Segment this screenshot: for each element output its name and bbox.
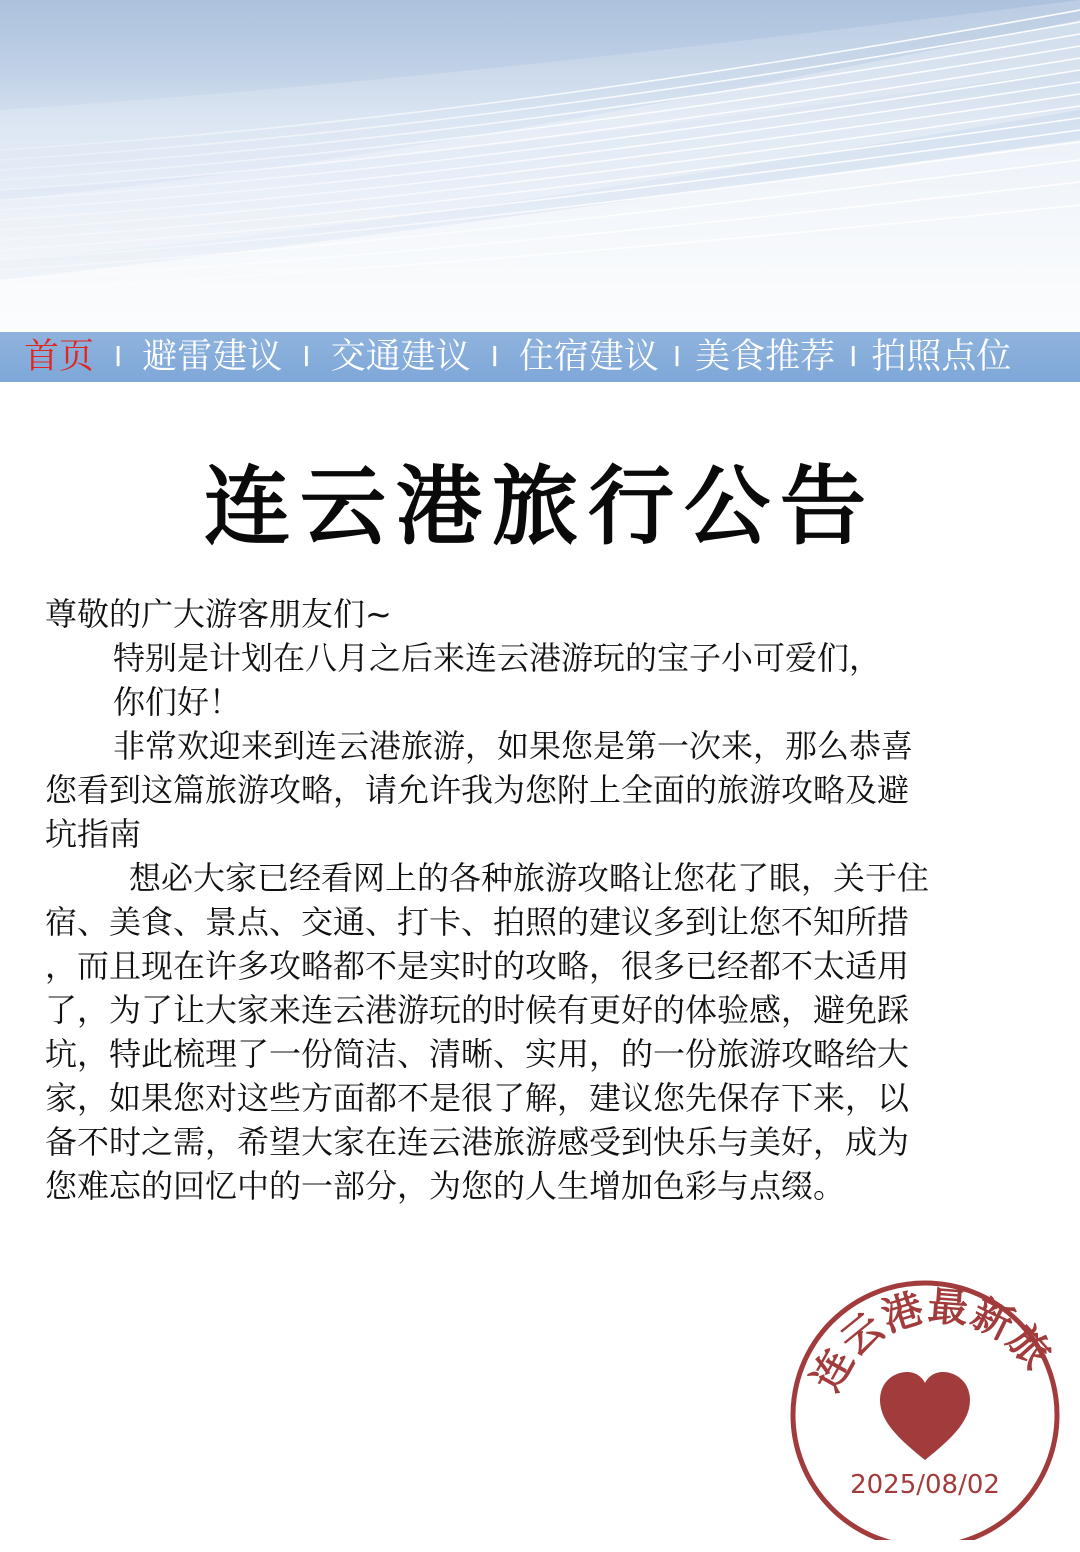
greeting-line: 尊敬的广大游客朋友们~ [45,595,392,633]
guide-stamp [780,1210,1060,1540]
body-line: 您看到这篇旅游攻略，请允许我为您附上全面的旅游攻略及避 [45,771,910,809]
body-line: 特别是计划在八月之后来连云港游玩的宝子小可爱们， [113,639,882,677]
body-line: 坑，特此梳理了一份简洁、清晰、实用，的一份旅游攻略给大 [45,1035,910,1073]
nav-separator: I [302,340,311,373]
header-banner [0,0,1080,330]
body-line: 了，为了让大家来连云港游玩的时候有更好的体验感，避免踩 [45,991,910,1029]
stamp-arc-text: 连云港最新旅 [803,1283,1060,1399]
announcement-body [45,592,1045,1208]
nav-separator: I [114,340,123,373]
heart-icon [880,1372,970,1460]
body-line: 宿、美食、景点、交通、打卡、拍照的建议多到让您不知所措 [45,903,910,941]
body-line: 想必大家已经看网上的各种旅游攻略让您花了眼，关于住 [129,859,930,897]
nav-item-photo-spots[interactable]: 拍照点位 [871,337,1012,377]
nav-separator: I [849,340,858,373]
body-line: 你们好！ [113,683,242,721]
nav-item-home[interactable]: 首页 [24,337,95,377]
wave-lines-decoration [0,0,1080,330]
nav-item-transport[interactable]: 交通建议 [330,337,471,377]
nav-separator: I [490,340,499,373]
category-nav-bar [0,332,1080,382]
body-line: ，而且现在许多攻略都不是实时的攻略，很多已经都不太适用 [45,947,910,985]
page-title: 连云港旅行公告 [204,457,876,557]
nav-item-lodging[interactable]: 住宿建议 [518,337,659,377]
body-line: 家，如果您对这些方面都不是很了解，建议您先保存下来，以 [45,1079,910,1117]
nav-separator: I [672,340,682,373]
body-line: 您难忘的回忆中的一部分，为您的人生增加色彩与点缀。 [45,1167,846,1205]
body-line: 非常欢迎来到连云港旅游，如果您是第一次来，那么恭喜 [113,727,914,765]
nav-item-avoid-pitfalls[interactable]: 避雷建议 [142,337,283,377]
nav-item-food[interactable]: 美食推荐 [695,337,836,377]
body-line: 备不时之需，希望大家在连云港旅游感受到快乐与美好，成为 [45,1123,910,1161]
body-line: 坑指南 [45,815,142,853]
stamp-date: 2025/08/02 [850,1470,1000,1500]
